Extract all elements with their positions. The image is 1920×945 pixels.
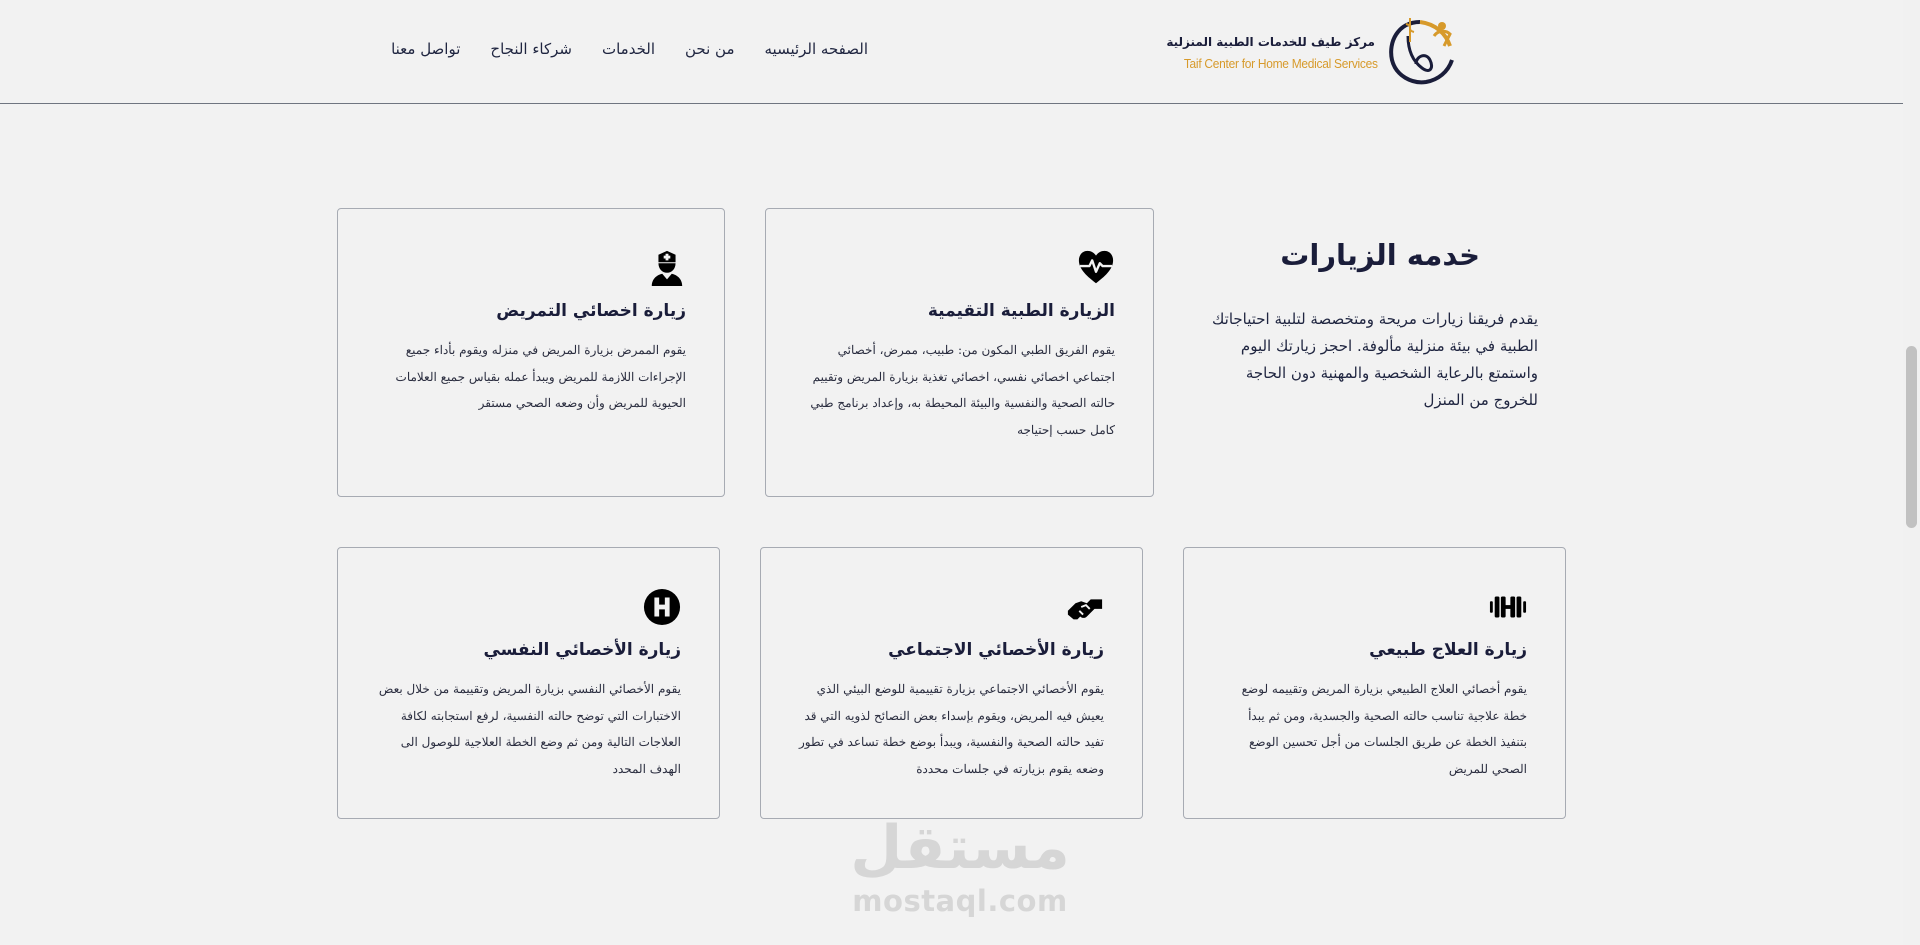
logo-name-en: Taif Center for Home Medical Services — [1184, 56, 1378, 71]
nav-partners[interactable]: شركاء النجاح — [490, 40, 572, 58]
logo-mark-icon — [1380, 12, 1460, 88]
service-card-psychology — [337, 547, 720, 819]
card-title: زيارة الأخصائي الاجتماعي — [888, 640, 1104, 660]
nav-services[interactable]: الخدمات — [601, 40, 655, 58]
watermark — [840, 810, 1080, 930]
service-card-physiotherapy — [1183, 547, 1566, 819]
service-card-evaluation — [765, 208, 1154, 497]
card-title: زيارة الأخصائي النفسي — [483, 640, 681, 660]
nurse-icon — [648, 249, 686, 287]
watermark-en: mostaql.com — [852, 884, 1068, 918]
nav-about[interactable]: من نحن — [685, 40, 735, 58]
watermark-ar: مستقل — [850, 813, 1070, 883]
card-description: يقوم أخصائي العلاج الطبيعي بزيارة المريض وتقييمه لوضع خطة علاجية تناسب حالته الصحية والجسدية، ومن ثم يبدأ بتنفيذ الخطة عن طريق الجلسات من أجل تحسين الوضع الصحي للمريض — [1241, 682, 1527, 776]
site-header — [0, 0, 1920, 104]
card-description: يقوم الممرض بزيارة المريض في منزله ويقوم بأداء جميع الإجراءات اللازمة للمريض ويبدأ عمله بقياس جميع العلامات الحيوية للمريض وأن وضعه الصحي مستقر — [395, 343, 686, 410]
card-title: الزيارة الطبية التقيمية — [927, 301, 1115, 321]
heartbeat-icon — [1077, 249, 1115, 287]
logo-name-ar: مركز طيف للخدمات الطبية المنزلية — [1166, 35, 1375, 49]
card-title: زيارة اخصائي التمريض — [496, 301, 686, 321]
service-card-social — [760, 547, 1143, 819]
card-title: زيارة العلاج طبيعي — [1369, 640, 1527, 660]
hospital-h-icon — [643, 588, 681, 626]
dumbbell-icon — [1489, 588, 1527, 626]
section-title: خدمه الزيارات — [1280, 238, 1480, 272]
scrollbar-thumb[interactable] — [1906, 346, 1917, 528]
card-description: يقوم الفريق الطبي المكون من: طبيب، ممرض، أخصائي اجتماعي اخصائي نفسي، اخصائي تغذية بزيارة المريض وتقييم حالته الصحية والنفسية والبيئة المحيطة به، وإعداد برنامج طبي كامل حسب إحتياجه — [810, 343, 1115, 437]
card-description: يقوم الأخصائي النفسي بزيارة المريض وتقييمة من خلال بعض الاختبارات التي توضح حالته النفسية، لرفع استجابته لكافة العلاجات التالية ومن ثم وضع الخطة العلاجية للوصول الى الهدف المحدد — [378, 682, 681, 776]
handshake-icon — [1066, 588, 1104, 626]
page-scrollbar[interactable] — [1903, 0, 1920, 945]
card-description: يقوم الأخصائي الاجتماعي بزيارة تقييمية للوضع البيئي الذي يعيش فيه المريض، ويقوم بإسداء بعض النصائح لذويه التي قد تفيد حالته الصحية والنفسية، ويبدأ بوضع خطة تساعد في تطور وضعه يقوم بزيارته في جلسات محددة — [798, 682, 1104, 776]
main-nav — [384, 40, 868, 58]
nav-home[interactable]: الصفحه الرئيسيه — [764, 40, 868, 58]
service-card-nursing — [337, 208, 725, 497]
nav-contact[interactable]: تواصل معنا — [391, 40, 461, 58]
section-description: يقدم فريقنا زيارات مريحة ومتخصصة لتلبية احتياجاتك الطبية في بيئة منزلية مألوفة. احجز زيارتك اليوم واستمتع بالرعاية الشخصية والمهنية دون الحاجة للخروج من المنزل — [1212, 310, 1538, 409]
site-logo[interactable] — [1166, 12, 1460, 88]
